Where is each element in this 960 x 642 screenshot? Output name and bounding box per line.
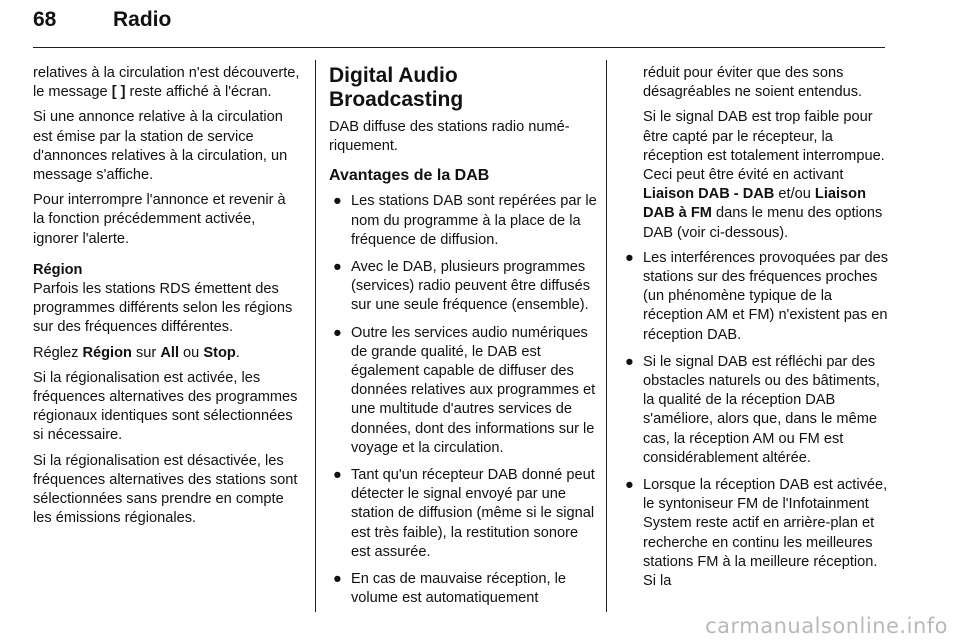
- list-item: [329, 466, 597, 562]
- text: relatives à la circulation n'est découverte, le message: [33, 65, 300, 101]
- list-item-text: Les stations DAB sont repérées par le nom du programme à la place de la fréquence de diffusion.: [351, 193, 597, 248]
- page-number: 68: [33, 8, 57, 31]
- paragraph: Si la régionalisation est activée, les fréquences alternatives des programmes régionaux identiques sont sélectionnées si nécessaire.: [33, 369, 298, 444]
- bold-text: All: [160, 344, 179, 361]
- paragraph: [621, 108, 889, 242]
- list-item-text: Lorsque la réception DAB est activée, le syntoniseur FM de l'Infotainment System reste actif en arrière-plan et recherche en continu les meilleures stations FM à la meilleure réception. Si la: [643, 477, 888, 590]
- paragraph: réduit pour éviter que des sons désagréables ne soient entendus.: [643, 65, 863, 101]
- bold-text: Stop: [203, 344, 236, 361]
- text: sur: [131, 344, 161, 361]
- paragraph: DAB diffuse des stations radio numériquement.: [329, 119, 570, 155]
- bullet-icon: ●: [333, 324, 342, 341]
- text: dans le menu des options DAB (voir ci-dessous).: [643, 205, 883, 241]
- bullet-icon: ●: [625, 353, 634, 370]
- bullet-icon: ●: [333, 193, 342, 210]
- column-3: [621, 64, 889, 599]
- list-item: [329, 192, 597, 250]
- section-title: Radio: [113, 8, 172, 31]
- paragraph: [33, 344, 301, 363]
- list-item-text: Si le signal DAB est réfléchi par des obstacles naturels ou des bâtiments, la qualité de la réception DAB s'améliore, alors que, dans le même cas, la réception AM ou FM est considérablement altérée.: [643, 353, 880, 466]
- text: et/ou: [774, 186, 815, 203]
- list-item: [621, 353, 889, 468]
- region-heading: Région: [33, 261, 83, 278]
- list-item: [329, 258, 597, 316]
- bold-text: Région: [82, 344, 132, 361]
- bold-text: Liaison DAB - DAB: [643, 186, 775, 203]
- list-item: [329, 324, 597, 458]
- dab-title: Digital Audio Broadcasting: [329, 64, 464, 111]
- list-item-text: Avec le DAB, plusieurs programmes (services) radio peuvent être diffusés sur une seule fréquence (ensemble).: [351, 259, 591, 314]
- watermark: carmanualsonline.info: [705, 614, 948, 638]
- column-divider: [315, 60, 316, 612]
- bullet-icon: ●: [333, 467, 342, 484]
- text: Si le signal DAB est trop faible pour être capté par le récepteur, la réception est totalement interrompue. Ceci peut être évité en activant: [643, 109, 885, 184]
- list-item-text: En cas de mauvaise réception, le volume est automatiquement: [351, 571, 566, 607]
- column-1: [33, 64, 301, 534]
- bold-text: [ ]: [111, 84, 126, 101]
- bullet-icon: ●: [333, 571, 342, 588]
- list-item-text: Les interférences provoquées par des stations sur des fréquences proches (un phénomène typique de la réception AM et FM) n'existent pas en réception DAB.: [643, 249, 889, 343]
- list-item-text: Outre les services audio numériques de grande qualité, le DAB est également capable de diffuser des données relatives aux programmes et une multitude d'autres services de données, dont des informations sur le voyage et la circulation.: [351, 324, 596, 456]
- paragraph: Si la régionalisation est désactivée, les fréquences alternatives des stations sont sélectionnées sans prendre en compte les émissions régionales.: [33, 452, 298, 527]
- column-2: [329, 64, 597, 616]
- text: .: [235, 344, 240, 361]
- paragraph: Pour interrompre l'annonce et revenir à la fonction précédemment activée, ignorer l'alerte.: [33, 192, 286, 247]
- paragraph: [33, 64, 301, 102]
- column-divider: [606, 60, 607, 612]
- advantages-list-continued: [621, 249, 889, 591]
- list-item: [329, 570, 597, 608]
- header-rule: [33, 47, 885, 48]
- text: reste affiché à l'écran.: [125, 84, 272, 101]
- page-header: [33, 8, 171, 32]
- bullet-icon: ●: [333, 259, 342, 276]
- bullet-icon: ●: [625, 477, 634, 494]
- bullet-icon: ●: [625, 249, 634, 266]
- text: Réglez: [33, 344, 83, 361]
- text: ou: [179, 344, 204, 361]
- paragraph: Parfois les stations RDS émettent des programmes différents selon les régions sur des fréquences différentes.: [33, 281, 293, 336]
- list-item-text: Tant qu'un récepteur DAB donné peut détecter le signal envoyé par une station de diffusion (même si le signal est très faible), la restitution sonore est assurée.: [351, 467, 595, 560]
- bold-text: Liaison DAB à FM: [643, 186, 867, 222]
- advantages-list: [329, 192, 597, 608]
- paragraph: Si une annonce relative à la circulation est émise par la station de service d'annonces relatives à la circulation, un message s'affiche.: [33, 109, 288, 184]
- list-item: [621, 249, 889, 345]
- advantages-heading: Avantages de la DAB: [329, 167, 490, 185]
- list-item: [621, 476, 889, 591]
